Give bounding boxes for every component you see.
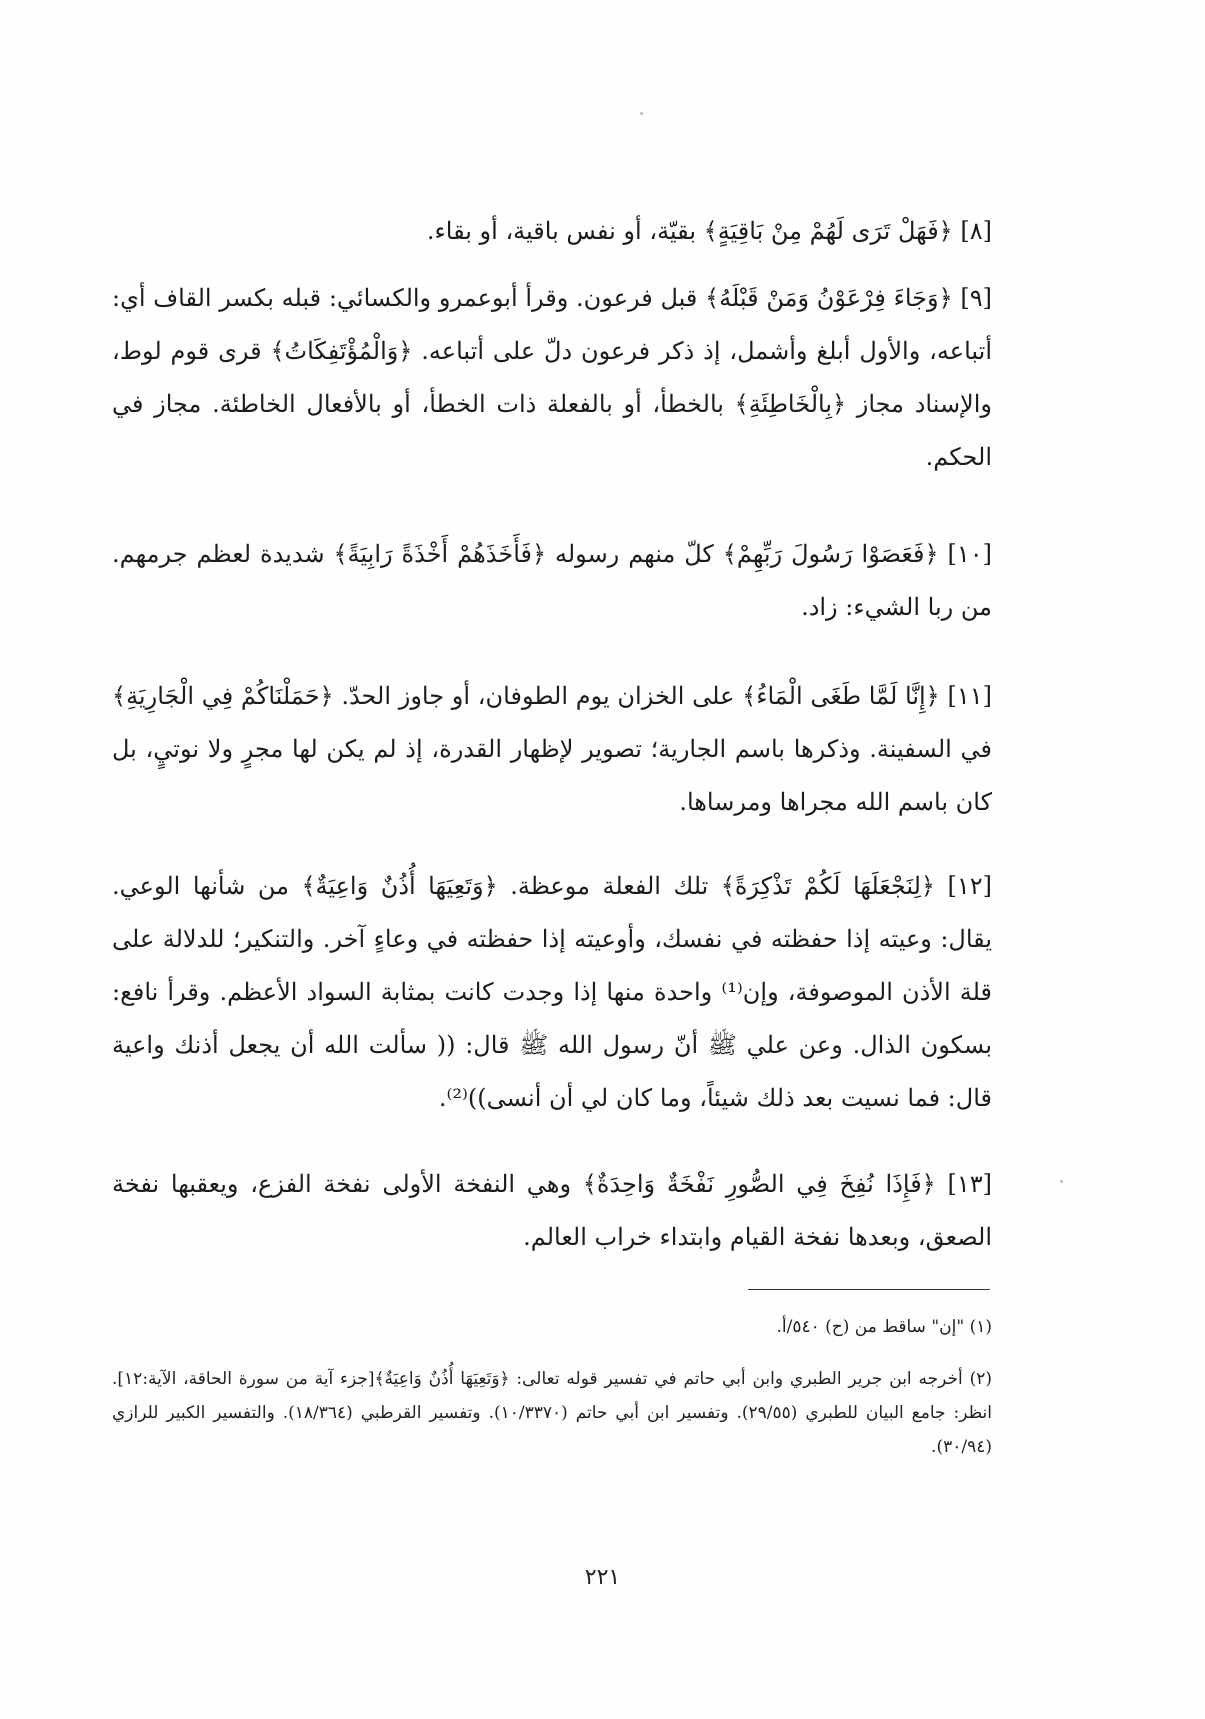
scan-speck: [640, 112, 643, 115]
paragraph-verse-10: [١٠] ﴿فَعَصَوْا رَسُولَ رَبِّهِمْ﴾ كلّ منهم رسوله ﴿فَأَخَذَهُمْ أَخْذَةً رَابِيَةً﴾ شديدة لعظم جرمهم. من ربا الشيء: زاد.: [112, 540, 992, 621]
footnote-1: (١) "إن" ساقط من (ح) ٥٤٠/أ.: [776, 1317, 992, 1337]
paragraph-verse-12: [١٢] ﴿لِنَجْعَلَهَا لَكُمْ تَذْكِرَةً﴾ تلك الفعلة موعظة. ﴿وَتَعِيَهَا أُذُنٌ وَاعِيَةٌ﴾ من شأنها الوعي. يقال: وعيته إذا حفظته في نفسك، وأوعيته إذا حفظته في وعاءٍ آخر. والتنكير؛ للدلالة على قلة الأذن الموصوفة، وإن⁽¹⁾ واحدة منها إذا وجدت كانت بمثابة السواد الأعظم. وقرأ نافع: بسكون الذال. وعن علي ﷺ أنّ رسول الله ﷺ قال: (( سألت الله أن يجعل أذنك واعية قال: فما نسيت بعد ذلك شيئاً، وما كان لي أن أنسى))⁽²⁾.: [112, 872, 993, 1112]
page-number: ٢٢١: [584, 1565, 621, 1590]
paragraph-verse-8: [٨] ﴿فَهَلْ تَرَى لَهُمْ مِنْ بَاقِيَةٍ﴾ بقيّة، أو نفس باقية، أو بقاء.: [426, 217, 992, 245]
footnote-2: (٢) أخرجه ابن جرير الطبري وابن أبي حاتم في تفسير قوله تعالى: ﴿وَتَعِيَهَا أُذُنٌ وَاعِيَةٌ﴾[جزء آية من سورة الحاقة، الآية:١٢]. انظر: جامع البيان للطبري (٢٩/٥٥). وتفسير ابن أبي حاتم (١٠/٣٣٧٠). وتفسير القرطبي (١٨/٣٦٤). والتفسير الكبير للرازي (٣٠/٩٤).: [112, 1369, 992, 1457]
paragraph-verse-9: [٩] ﴿وَجَاءَ فِرْعَوْنُ وَمَنْ قَبْلَهُ﴾ قبل فرعون. وقرأ أبوعمرو والكسائي: قبله بكسر القاف أي: أتباعه، والأول أبلغ وأشمل، إذ ذكر فرعون دلّ على أتباعه. ﴿وَالْمُؤْتَفِكَاتُ﴾ قرى قوم لوط، والإسناد مجاز ﴿بِالْخَاطِئَةِ﴾ بالخطأ، أو بالفعلة ذات الخطأ، أو بالأفعال الخاطئة. مجاز في الحكم.: [112, 284, 993, 471]
footnote-divider: [748, 1289, 990, 1290]
paragraph-verse-11: [١١] ﴿إِنَّا لَمَّا طَغَى الْمَاءُ﴾ على الخزان يوم الطوفان، أو جاوز الحدّ. ﴿حَمَلْنَاكُمْ فِي الْجَارِيَةِ﴾ في السفينة. وذكرها باسم الجارية؛ تصوير لإظهار القدرة، إذ لم يكن لها مجرٍ ولا نوتيٍ، بل كان باسم الله مجراها ومرساها.: [112, 682, 992, 816]
scan-speck: [1060, 1180, 1063, 1183]
paragraph-verse-13: [١٣] ﴿فَإِذَا نُفِخَ فِي الصُّورِ نَفْخَةٌ وَاحِدَةٌ﴾ وهي النفخة الأولى نفخة الفزع، ويعقبها نفخة الصعق، وبعدها نفخة القيام وابتداء خراب العالم.: [112, 1170, 992, 1251]
